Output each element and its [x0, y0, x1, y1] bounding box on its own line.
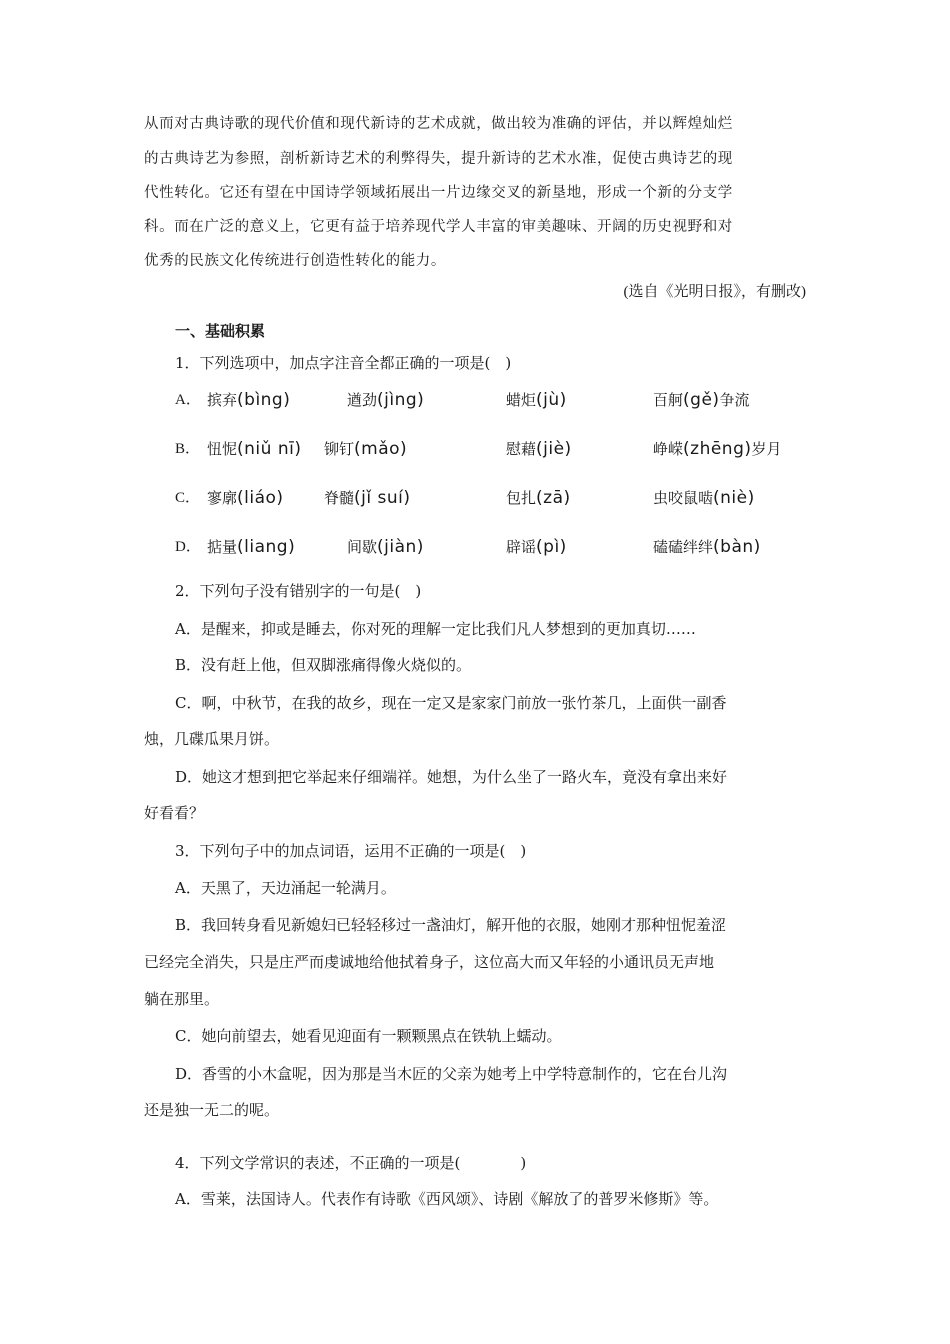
q1-c-item-3: 包扎(zā)	[506, 488, 571, 508]
q4-option-a: A．雪莱，法国诗人。代表作有诗歌《西风颂》、诗剧《解放了的普罗米修斯》等。	[175, 1190, 719, 1208]
q1-b-item-4: 峥嵘(zhēng)岁月	[653, 439, 782, 459]
q1-a-item-2: 遒劲(jìng)	[347, 390, 425, 410]
q1-b-item-3: 慰藉(jiè)	[506, 439, 572, 459]
q3-option-b-line-3: 躺在那里。	[144, 990, 220, 1008]
q1-d-label: D．	[175, 539, 201, 555]
q2-option-c-line-2: 烛，几碟瓜果月饼。	[144, 730, 280, 748]
q1-d-item-1: 掂量(liang)	[207, 537, 296, 557]
section-heading: 一、基础积累	[175, 322, 266, 340]
q1-b-label: B．	[175, 441, 201, 457]
q3-option-b-line-1: B．我回转身看见新媳妇已轻轻移过一盏油灯，解开他的衣服，她刚才那种忸怩羞涩	[175, 916, 727, 934]
q3-stem: 3．下列句子中的加点词语，运用不正确的一项是( )	[175, 842, 527, 860]
q1-a-item-4: 百舸(gě)争流	[653, 390, 750, 410]
q3-option-a: A．天黑了，天边涌起一轮满月。	[175, 879, 396, 897]
passage-line-1: 从而对古典诗歌的现代价值和现代新诗的艺术成就，做出较为准确的评估，并以辉煌灿烂	[144, 116, 733, 132]
q1-a-item-1: 摈弃(bìng)	[207, 390, 291, 410]
q2-option-a: A．是醒来，抑或是睡去，你对死的理解一定比我们凡人梦想到的更加真切……	[175, 620, 696, 638]
q2-option-b: B．没有赶上他，但双脚涨痛得像火烧似的。	[175, 656, 472, 674]
passage-line-2: 的古典诗艺为参照，剖析新诗艺术的利弊得失，提升新诗的艺术水准，促使古典诗艺的现	[144, 151, 733, 167]
passage-line-3: 代性转化。它还有望在中国诗学领域拓展出一片边缘交叉的新垦地，形成一个新的分支学	[144, 185, 733, 201]
q2-option-c-line-1: C．啊，中秋节，在我的故乡，现在一定又是家家门前放一张竹茶几，上面供一副香	[175, 694, 727, 712]
q3-option-b-line-2: 已经完全消失，只是庄严而虔诚地给他拭着身子，这位高大而又年轻的小通讯员无声地	[144, 953, 715, 971]
q1-a-label: A．	[175, 392, 201, 408]
q2-option-d-line-1: D．她这才想到把它举起来仔细端祥。她想，为什么坐了一路火车，竟没有拿出来好	[175, 768, 728, 786]
q3-option-c: C．她向前望去，她看见迎面有一颗颗黑点在铁轨上蠕动。	[175, 1027, 562, 1045]
q2-option-d-line-2: 好看看？	[144, 804, 205, 822]
q1-stem: 1．下列选项中，加点字注音全都正确的一项是( )	[175, 354, 512, 372]
q1-c-label: C．	[175, 490, 201, 506]
q1-c-item-1: 寥廓(liáo)	[207, 488, 284, 508]
q2-stem: 2．下列句子没有错别字的一句是( )	[175, 582, 422, 600]
q1-c-item-2: 脊髓(jǐ suí)	[324, 488, 411, 508]
q1-d-item-3: 辟谣(pì)	[506, 537, 567, 557]
q3-option-d-line-2: 还是独一无二的呢。	[144, 1101, 280, 1119]
q1-b-item-2: 铆钉(mǎo)	[324, 439, 408, 459]
q1-d-item-2: 间歇(jiàn)	[347, 537, 424, 557]
q4-stem: 4．下列文学常识的表述，不正确的一项是( )	[175, 1154, 527, 1172]
q1-a-item-3: 蜡炬(jù)	[506, 390, 567, 410]
q1-c-item-4: 虫咬鼠啮(niè)	[653, 488, 755, 508]
passage-line-4: 科。而在广泛的意义上，它更有益于培养现代学人丰富的审美趣味、开阔的历史视野和对	[144, 219, 733, 235]
q1-d-item-4: 磕磕绊绊(bàn)	[653, 537, 761, 557]
passage-source: (选自《光明日报》，有删改)	[623, 284, 806, 300]
passage-line-5: 优秀的民族文化传统进行创造性转化的能力。	[144, 253, 446, 269]
q1-b-item-1: 忸怩(niǔ nī)	[207, 439, 302, 459]
q3-option-d-line-1: D．香雪的小木盒呢，因为那是当木匠的父亲为她考上中学特意制作的，它在台儿沟	[175, 1065, 728, 1083]
